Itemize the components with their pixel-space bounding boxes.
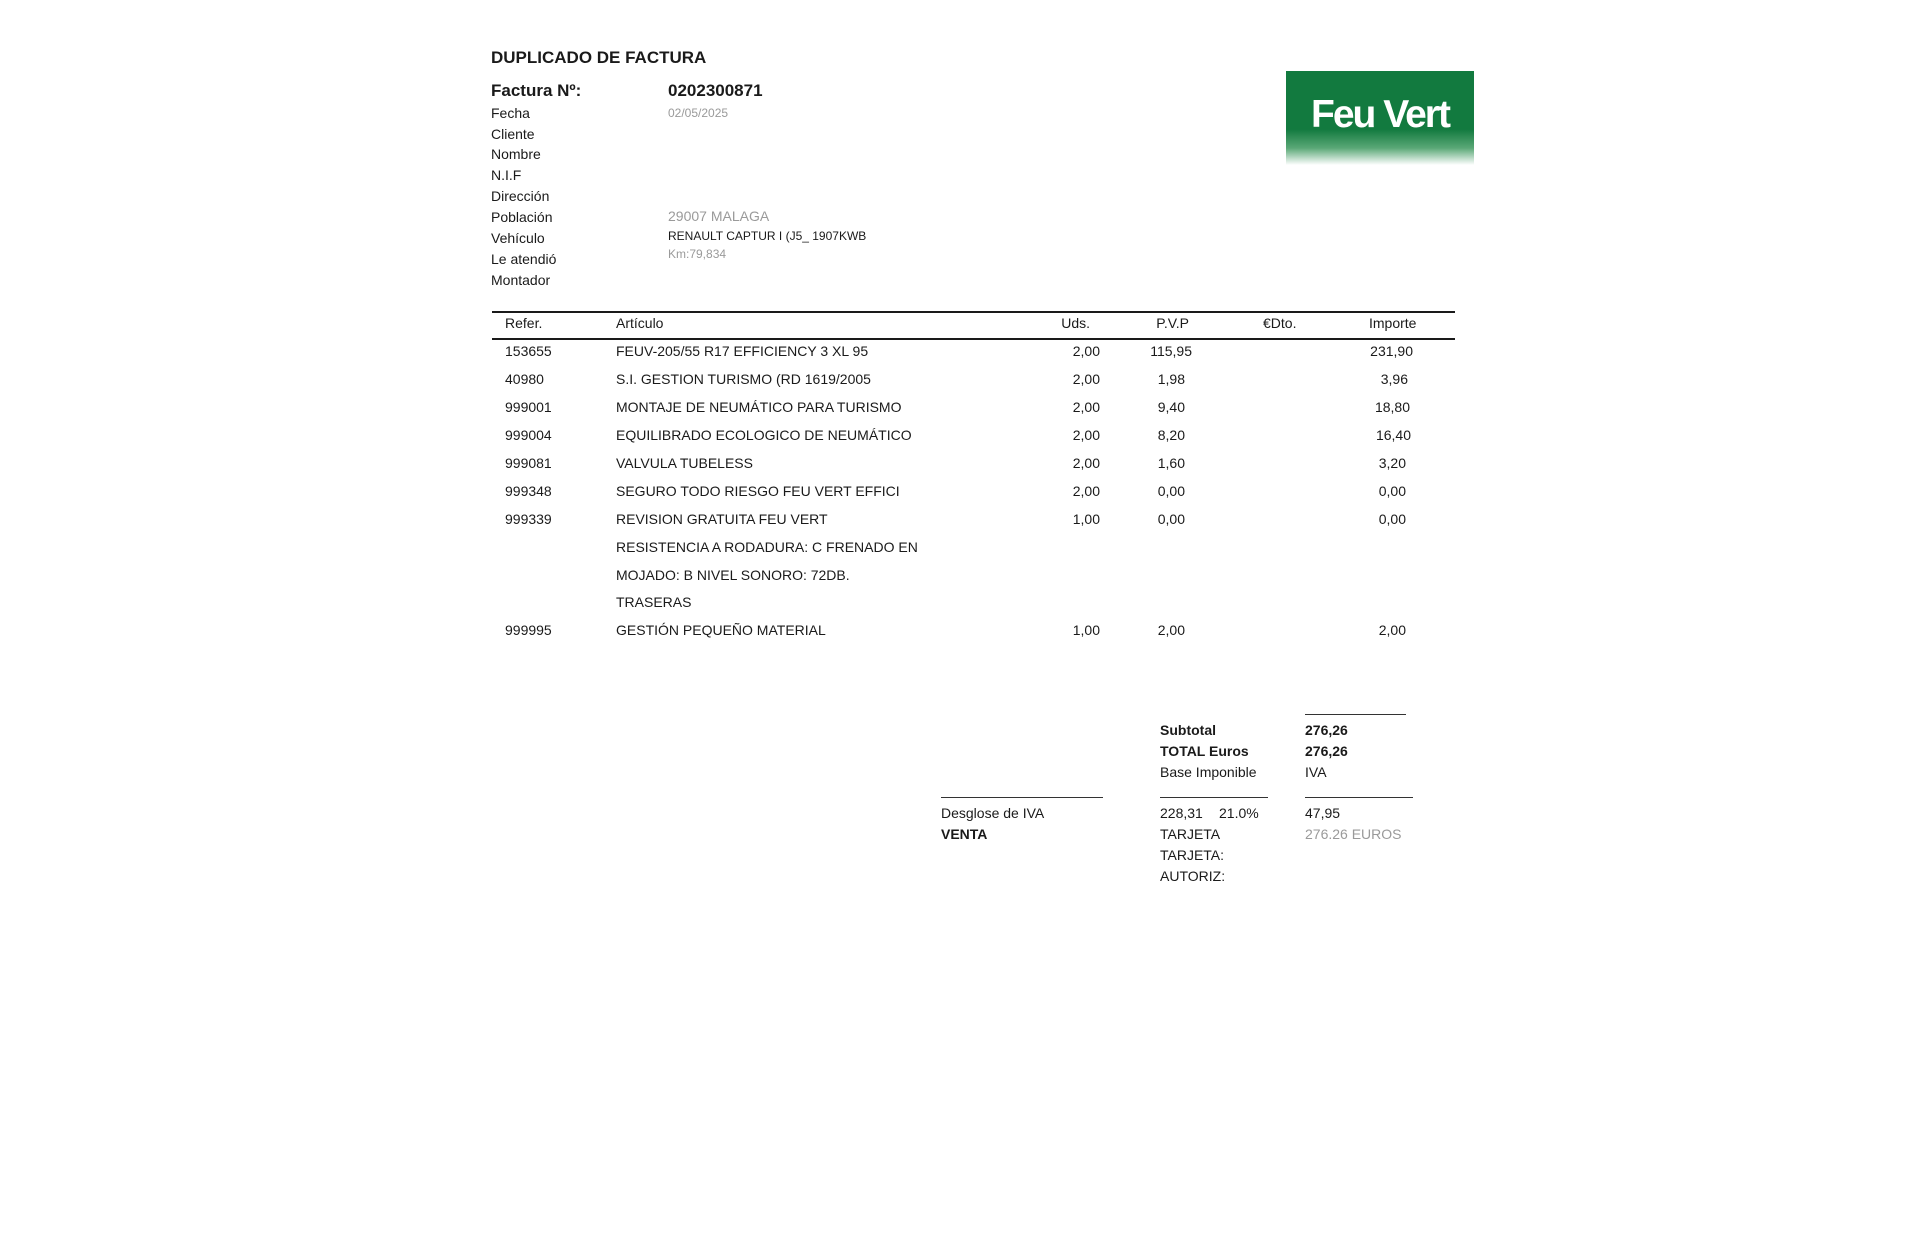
field-label-nif: N.I.F [491, 167, 522, 183]
cell-units: 2,00 [1072, 343, 1100, 359]
cell-units: 2,00 [1072, 427, 1100, 443]
cell-amount: 16,40 [1375, 427, 1411, 443]
cell-ref: 999081 [505, 455, 552, 471]
col-header-amount: Importe [1369, 315, 1417, 331]
cell-article: GESTIÓN PEQUEÑO MATERIAL [616, 622, 826, 638]
cell-amount: 18,80 [1374, 399, 1410, 415]
cell-ref: 40980 [505, 371, 544, 387]
tarjeta-value: 276.26 EUROS [1305, 826, 1402, 842]
cell-ref: 999004 [505, 427, 552, 443]
cell-price: 1,98 [1157, 371, 1185, 387]
cell-amount: 2,00 [1378, 622, 1406, 638]
base-imponible-label: Base Imponible [1160, 764, 1257, 780]
cell-article: RESISTENCIA A RODADURA: C FRENADO EN [616, 539, 918, 555]
feu-vert-logo [1286, 71, 1474, 165]
document-title: DUPLICADO DE FACTURA [491, 48, 707, 67]
field-label-poblacion: Población [491, 209, 553, 225]
invoice-number: 0202300871 [668, 81, 763, 100]
total-euros-label: TOTAL Euros [1160, 743, 1249, 759]
col-header-price: P.V.P [1156, 315, 1189, 331]
iva-rate: 21.0% [1219, 805, 1259, 821]
col-header-discount: €Dto. [1263, 315, 1297, 331]
cell-article: TRASERAS [616, 594, 692, 610]
cell-article: SEGURO TODO RIESGO FEU VERT EFFICI [616, 483, 900, 499]
field-value-km: Km:79,834 [668, 247, 727, 261]
iva-value: 47,95 [1305, 805, 1341, 821]
field-label-atendio: Le atendió [491, 251, 557, 267]
col-header-article: Artículo [616, 315, 664, 331]
cell-amount: 3,96 [1380, 371, 1408, 387]
table-top-rule [492, 311, 1455, 313]
cell-amount: 3,20 [1378, 455, 1406, 471]
totals-rule-top [1305, 714, 1406, 715]
cell-price: 2,00 [1157, 622, 1185, 638]
cell-amount: 231,90 [1370, 343, 1413, 359]
field-label-vehiculo: Vehículo [491, 230, 545, 246]
cell-price: 0,00 [1157, 511, 1185, 527]
field-label-fecha: Fecha [491, 105, 530, 121]
cell-article: REVISION GRATUITA FEU VERT [616, 511, 828, 527]
iva-label: IVA [1305, 764, 1327, 780]
cell-units: 2,00 [1072, 483, 1100, 499]
cell-ref: 999348 [505, 483, 552, 499]
cell-units: 1,00 [1072, 622, 1100, 638]
field-value-fecha: 02/05/2025 [668, 106, 729, 120]
cell-price: 0,00 [1157, 483, 1185, 499]
cell-article: EQUILIBRADO ECOLOGICO DE NEUMÁTICO [616, 427, 912, 443]
iva-rule [1305, 797, 1413, 798]
desglose-iva-label: Desglose de IVA [941, 805, 1045, 821]
cell-units: 2,00 [1072, 371, 1100, 387]
cell-article: MONTAJE DE NEUMÁTICO PARA TURISMO [616, 399, 902, 415]
desglose-rule [941, 797, 1103, 798]
cell-price: 1,60 [1157, 455, 1185, 471]
logo-text: Feu Vert [1311, 93, 1449, 136]
base-value: 228,31 [1160, 805, 1203, 821]
subtotal-value: 276,26 [1305, 722, 1348, 738]
table-header-rule [492, 338, 1455, 340]
cell-ref: 999339 [505, 511, 552, 527]
field-value-poblacion: 29007 MALAGA [668, 208, 770, 224]
cell-price: 115,95 [1150, 343, 1192, 359]
autoriz-label: AUTORIZ: [1160, 868, 1226, 884]
total-euros-value: 276,26 [1305, 743, 1348, 759]
tarjeta-number-label: TARJETA: [1160, 847, 1225, 863]
base-rule [1160, 797, 1268, 798]
cell-article: FEUV-205/55 R17 EFFICIENCY 3 XL 95 [616, 343, 869, 359]
invoice-number-label: Factura Nº: [491, 81, 582, 100]
cell-units: 2,00 [1072, 399, 1100, 415]
cell-article: MOJADO: B NIVEL SONORO: 72DB. [616, 567, 850, 583]
subtotal-label: Subtotal [1160, 722, 1216, 738]
cell-article: VALVULA TUBELESS [616, 455, 753, 471]
cell-amount: 0,00 [1378, 483, 1406, 499]
cell-units: 1,00 [1072, 511, 1100, 527]
cell-ref: 999995 [505, 622, 552, 638]
field-label-cliente: Cliente [491, 126, 535, 142]
cell-price: 9,40 [1157, 399, 1185, 415]
col-header-units: Uds. [1061, 315, 1090, 331]
cell-units: 2,00 [1072, 455, 1100, 471]
field-label-nombre: Nombre [491, 146, 541, 162]
cell-amount: 0,00 [1378, 511, 1406, 527]
field-label-direccion: Dirección [491, 188, 550, 204]
cell-article: S.I. GESTION TURISMO (RD 1619/2005 [616, 371, 871, 387]
cell-price: 8,20 [1157, 427, 1185, 443]
col-header-ref: Refer. [505, 315, 543, 331]
cell-ref: 153655 [505, 343, 552, 359]
field-value-vehiculo: RENAULT CAPTUR I (J5_ 1907KWB [668, 229, 867, 243]
venta-label: VENTA [941, 826, 988, 842]
tarjeta-label: TARJETA [1160, 826, 1221, 842]
field-label-montador: Montador [491, 272, 551, 288]
cell-ref: 999001 [505, 399, 552, 415]
